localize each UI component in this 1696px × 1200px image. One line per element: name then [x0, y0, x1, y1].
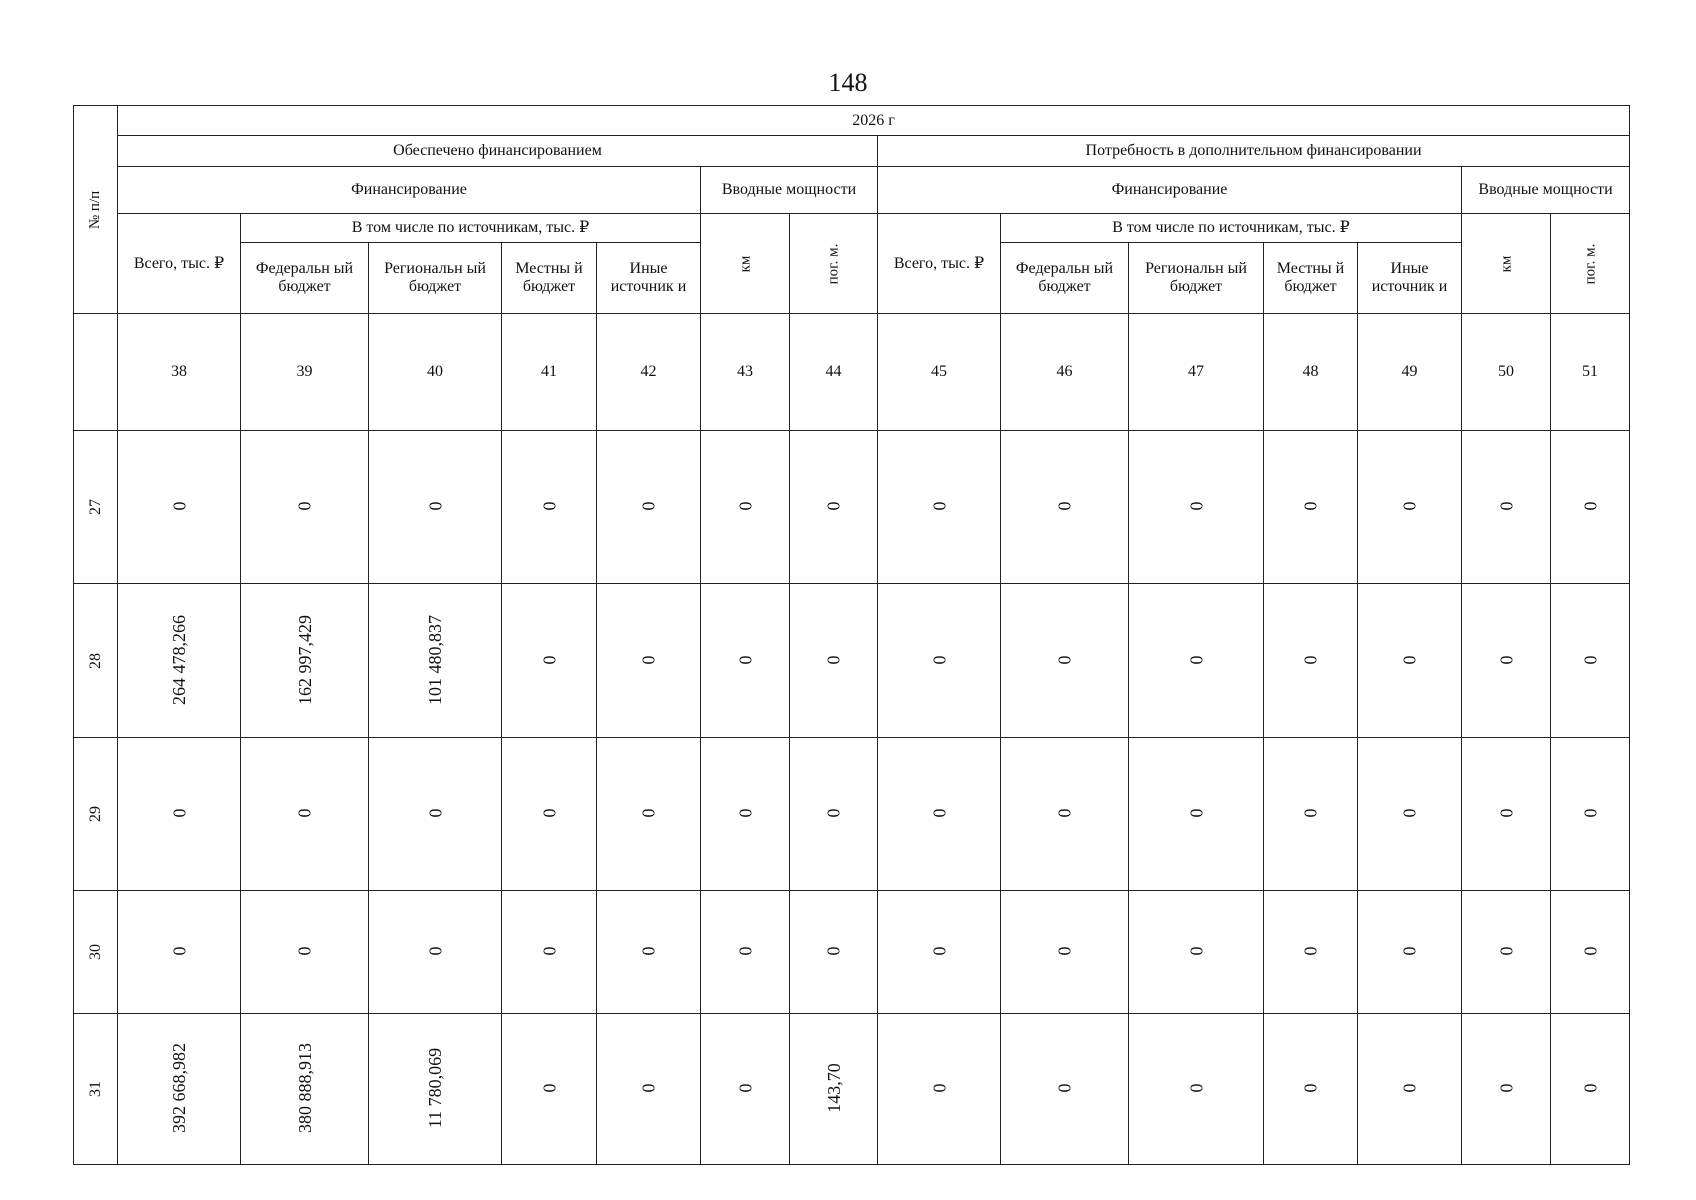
table-cell [878, 431, 1001, 584]
cell-value: 0 [735, 808, 755, 818]
row-number: 28 [86, 652, 104, 669]
secured-financing-header: Финансирование [118, 167, 701, 214]
row-number-header [74, 106, 118, 314]
additional-federal-header: Федеральн ый бюджет [1001, 243, 1129, 314]
table-cell [878, 584, 1001, 737]
table-cell [1129, 584, 1264, 737]
cell-value: 0 [735, 501, 755, 511]
cell-value: 0 [1300, 501, 1321, 511]
column-number: 41 [502, 314, 597, 431]
table-cell [118, 584, 241, 737]
table-cell [701, 890, 790, 1013]
table-cell [1129, 1013, 1264, 1164]
table-cell [701, 584, 790, 737]
table-cell [369, 1013, 502, 1164]
cell-value: 162 997,429 [294, 614, 315, 705]
table-cell [1551, 737, 1630, 890]
table-header [74, 106, 1630, 431]
cell-value: 0 [1496, 946, 1516, 956]
row-number: 29 [86, 805, 104, 822]
cell-value: 0 [1496, 501, 1516, 511]
cell-value: 0 [1496, 808, 1516, 818]
additional-km-header [1462, 214, 1551, 314]
cell-value: 11 780,069 [425, 1047, 445, 1129]
table-row [74, 737, 1630, 890]
table-row [74, 1013, 1630, 1164]
table-cell [241, 890, 369, 1013]
table-cell [1358, 584, 1462, 737]
secured-regional-header: Региональн ый бюджет [369, 243, 502, 314]
table-cell [1264, 584, 1358, 737]
table-cell [790, 431, 878, 584]
table-row [74, 890, 1630, 1013]
column-number: 48 [1264, 314, 1358, 431]
table-cell [502, 1013, 597, 1164]
table-cell [1358, 1013, 1462, 1164]
table-cell [369, 584, 502, 737]
cell-value: 0 [1399, 501, 1420, 511]
additional-capacities-header: Вводные мощности [1462, 167, 1630, 214]
additional-local-header: Местны й бюджет [1264, 243, 1358, 314]
secured-by-sources-header: В том числе по источникам, тыс. ₽ [241, 214, 701, 243]
cell-value: 0 [638, 1083, 659, 1093]
cell-value: 0 [294, 808, 315, 818]
table-cell [502, 584, 597, 737]
table-cell [502, 737, 597, 890]
additional-funding-header: Потребность в дополнительном финансировании [878, 136, 1630, 167]
table-cell [597, 737, 701, 890]
table-cell [701, 431, 790, 584]
table-cell [1462, 431, 1551, 584]
row-number: 27 [86, 499, 104, 516]
cell-value: 0 [1054, 808, 1075, 818]
cell-value: 392 668,982 [169, 1042, 189, 1133]
table-cell [597, 431, 701, 584]
table-cell [790, 737, 878, 890]
table-cell [502, 890, 597, 1013]
row-number-cell [74, 1013, 118, 1164]
table-cell [701, 737, 790, 890]
table-cell [701, 1013, 790, 1164]
cell-value: 264 478,266 [169, 614, 189, 705]
table-cell [369, 737, 502, 890]
secured-total-header: Всего, тыс. ₽ [118, 214, 241, 314]
column-number: 50 [1462, 314, 1551, 431]
row-number-cell [74, 431, 118, 584]
cell-value: 0 [1580, 1083, 1601, 1093]
table-cell [597, 1013, 701, 1164]
page-number: 148 [828, 68, 868, 97]
secured-local-header: Местны й бюджет [502, 243, 597, 314]
table-cell [1129, 737, 1264, 890]
cell-value: 0 [1399, 808, 1420, 818]
cell-value: 0 [929, 655, 949, 664]
cell-value: 0 [1300, 655, 1321, 664]
column-number: 44 [790, 314, 878, 431]
cell-value: 380 888,913 [294, 1042, 315, 1133]
additional-other-header: Иные источник и [1358, 243, 1462, 314]
cell-value: 0 [823, 655, 844, 664]
table-cell [878, 1013, 1001, 1164]
cell-value: 0 [1399, 655, 1420, 664]
additional-financing-header: Финансирование [878, 167, 1462, 214]
table-cell [1358, 890, 1462, 1013]
cell-value: 0 [169, 808, 189, 818]
table-cell [878, 890, 1001, 1013]
table-cell [1001, 890, 1129, 1013]
table-cell [1001, 584, 1129, 737]
cell-value: 0 [1054, 501, 1075, 511]
cell-value: 0 [735, 946, 755, 956]
secured-other-header: Иные источник и [597, 243, 701, 314]
additional-by-sources-header: В том числе по источникам, тыс. ₽ [1001, 214, 1462, 243]
cell-value: 0 [1054, 946, 1075, 956]
cell-value: 0 [735, 655, 755, 664]
table-cell [369, 431, 502, 584]
column-number: 45 [878, 314, 1001, 431]
cell-value: 0 [1580, 808, 1601, 818]
table-body [74, 431, 1630, 1165]
cell-value: 0 [638, 946, 659, 956]
table-row [74, 584, 1630, 737]
cell-value: 0 [539, 946, 559, 956]
cell-value: 0 [425, 946, 445, 956]
table-cell [1358, 737, 1462, 890]
table-cell [118, 431, 241, 584]
table-cell [878, 737, 1001, 890]
table-cell [1129, 431, 1264, 584]
cell-value: 0 [539, 1083, 559, 1093]
table-cell [1001, 431, 1129, 584]
table-cell [502, 431, 597, 584]
cell-value: 0 [1300, 946, 1321, 956]
cell-value: 0 [425, 808, 445, 818]
cell-value: 0 [1300, 808, 1321, 818]
cell-value: 0 [539, 808, 559, 818]
cell-value: 0 [823, 501, 844, 511]
table-cell [1462, 890, 1551, 1013]
cell-value: 0 [169, 501, 189, 511]
cell-value: 0 [823, 808, 844, 818]
secured-km-label: км [737, 255, 753, 272]
table-cell [1551, 1013, 1630, 1164]
row-number-cell [74, 584, 118, 737]
cell-value: 0 [1399, 1083, 1420, 1093]
cell-value: 0 [1186, 808, 1206, 818]
year-header: 2026 г [118, 106, 1630, 136]
cell-value: 0 [929, 1083, 949, 1093]
additional-regional-header: Региональн ый бюджет [1129, 243, 1264, 314]
table-cell [597, 890, 701, 1013]
additional-total-header: Всего, тыс. ₽ [878, 214, 1001, 314]
table-cell [1551, 890, 1630, 1013]
row-number: 31 [86, 1080, 104, 1097]
table-cell [369, 890, 502, 1013]
table-cell [790, 584, 878, 737]
cell-value: 0 [638, 655, 659, 664]
cell-value: 0 [539, 501, 559, 511]
cell-value: 0 [638, 501, 659, 511]
table-cell [118, 890, 241, 1013]
column-number: 39 [241, 314, 369, 431]
table-cell [1264, 737, 1358, 890]
table-cell [597, 584, 701, 737]
secured-funding-header: Обеспечено финансированием [118, 136, 878, 167]
financing-table [73, 105, 1630, 1165]
cell-value: 0 [1496, 655, 1516, 664]
cell-value: 0 [823, 946, 844, 956]
table-cell [1001, 1013, 1129, 1164]
table-cell [1462, 737, 1551, 890]
column-number: 43 [701, 314, 790, 431]
table-cell [1001, 737, 1129, 890]
table-cell [241, 737, 369, 890]
cell-value: 0 [1580, 501, 1601, 511]
cell-value: 0 [1496, 1083, 1516, 1093]
row-number: 30 [86, 943, 104, 960]
cell-value: 0 [169, 946, 189, 956]
column-number-cell [74, 314, 118, 431]
table-cell [241, 584, 369, 737]
cell-value: 0 [1300, 1083, 1321, 1093]
table-cell [1462, 584, 1551, 737]
cell-value: 0 [638, 808, 659, 818]
cell-value: 0 [1186, 501, 1206, 511]
cell-value: 0 [294, 501, 315, 511]
additional-pog-m-header [1551, 214, 1630, 314]
cell-value: 0 [1580, 655, 1601, 664]
cell-value: 0 [929, 946, 949, 956]
table-cell [118, 737, 241, 890]
secured-pog-m-header [790, 214, 878, 314]
cell-value: 0 [1054, 655, 1075, 664]
secured-pog-m-label: пог. м. [825, 243, 842, 284]
column-numbers-row [74, 314, 1630, 431]
column-number: 38 [118, 314, 241, 431]
cell-value: 0 [294, 946, 315, 956]
secured-federal-header: Федеральн ый бюджет [241, 243, 369, 314]
table-cell [1129, 890, 1264, 1013]
additional-pog-m-label: пог. м. [1582, 243, 1599, 284]
column-number: 49 [1358, 314, 1462, 431]
table-cell [1264, 1013, 1358, 1164]
cell-value: 0 [1186, 655, 1206, 664]
secured-km-header [701, 214, 790, 314]
cell-value: 143,70 [823, 1063, 844, 1113]
cell-value: 0 [539, 655, 559, 664]
table-cell [1462, 1013, 1551, 1164]
cell-value: 101 480,837 [425, 614, 445, 705]
row-number-label: № п/п [87, 190, 104, 229]
table-cell [1551, 584, 1630, 737]
table-cell [1358, 431, 1462, 584]
row-number-cell [74, 890, 118, 1013]
table-cell [790, 890, 878, 1013]
cell-value: 0 [1580, 946, 1601, 956]
row-number-cell [74, 737, 118, 890]
column-number: 46 [1001, 314, 1129, 431]
secured-capacities-header: Вводные мощности [701, 167, 878, 214]
cell-value: 0 [1054, 1083, 1075, 1093]
table-cell [1264, 890, 1358, 1013]
cell-value: 0 [929, 808, 949, 818]
cell-value: 0 [425, 501, 445, 511]
additional-km-label: км [1498, 255, 1514, 272]
table-row [74, 431, 1630, 584]
cell-value: 0 [929, 501, 949, 511]
table-cell [1551, 431, 1630, 584]
cell-value: 0 [1186, 946, 1206, 956]
table-cell [790, 1013, 878, 1164]
cell-value: 0 [1186, 1083, 1206, 1093]
table-cell [241, 431, 369, 584]
column-number: 42 [597, 314, 701, 431]
table-cell [1264, 431, 1358, 584]
table-cell [241, 1013, 369, 1164]
column-number: 47 [1129, 314, 1264, 431]
column-number: 51 [1551, 314, 1630, 431]
cell-value: 0 [1399, 946, 1420, 956]
column-number: 40 [369, 314, 502, 431]
table-cell [118, 1013, 241, 1164]
cell-value: 0 [735, 1083, 755, 1093]
